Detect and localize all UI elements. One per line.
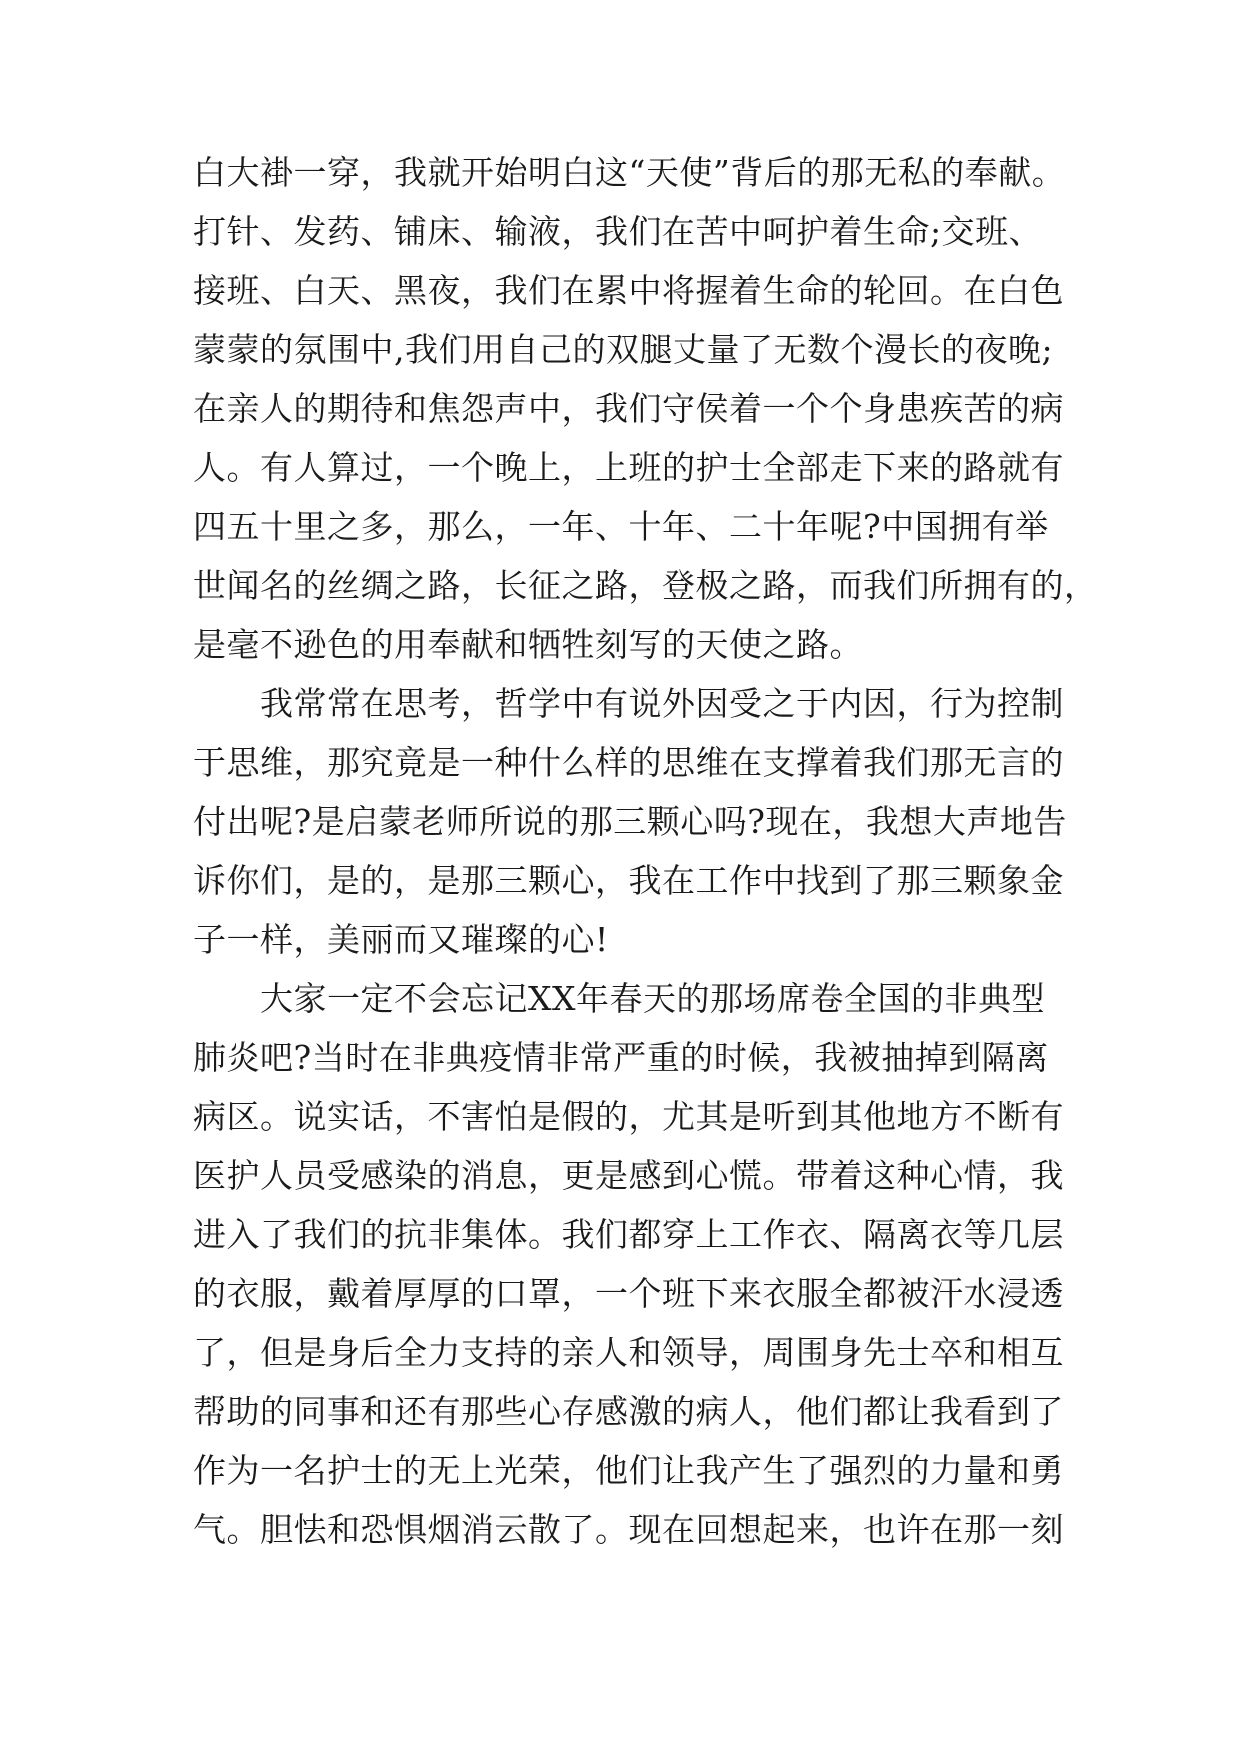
text-line: 打针、发药、铺床、输液，我们在苦中呵护着生命;交班、 <box>193 212 1043 251</box>
text-line: 进入了我们的抗非集体。我们都穿上工作衣、隔离衣等几层 <box>193 1215 1064 1254</box>
text-line: 诉你们，是的，是那三颗心，我在工作中找到了那三颗象金 <box>193 861 1064 900</box>
text-line: 的衣服，戴着厚厚的口罩，一个班下来衣服全都被汗水浸透 <box>193 1274 1064 1313</box>
text-line: 付出呢?是启蒙老师所说的那三颗心吗?现在，我想大声地告 <box>193 802 1067 841</box>
text-line: 作为一名护士的无上光荣，他们让我产生了强烈的力量和勇 <box>193 1451 1064 1490</box>
text-line: 人。有人算过，一个晚上，上班的护士全部走下来的路就有 <box>193 448 1064 487</box>
text-line: 肺炎吧?当时在非典疫情非常严重的时候，我被抽掉到隔离 <box>193 1038 1049 1077</box>
text-line: 帮助的同事和还有那些心存感激的病人，他们都让我看到了 <box>193 1392 1064 1431</box>
text-line: 大家一定不会忘记XX年春天的那场席卷全国的非典型 <box>193 979 1045 1018</box>
text-line: 白大褂一穿，我就开始明白这“天使”背后的那无私的奉献。 <box>193 153 1066 192</box>
text-line: 在亲人的期待和焦怨声中，我们守侯着一个个身患疾苦的病 <box>193 389 1064 428</box>
text-line: 子一样，美丽而又璀璨的心! <box>193 920 609 959</box>
text-line: 是毫不逊色的用奉献和牺牲刻写的天使之路。 <box>193 625 863 664</box>
text-line: 医护人员受感染的消息，更是感到心慌。带着这种心情，我 <box>193 1156 1064 1195</box>
text-line: 四五十里之多，那么，一年、十年、二十年呢?中国拥有举 <box>193 507 1049 546</box>
body-text <box>193 143 1098 1559</box>
text-line: 世闻名的丝绸之路，长征之路，登极之路，而我们所拥有的， <box>193 566 1098 605</box>
text-line: 我常常在思考，哲学中有说外因受之于内因，行为控制 <box>193 684 1064 723</box>
text-line: 病区。说实话，不害怕是假的，尤其是听到其他地方不断有 <box>193 1097 1064 1136</box>
text-line: 蒙蒙的氛围中,我们用自己的双腿丈量了无数个漫长的夜晚; <box>193 330 1054 369</box>
text-line: 于思维，那究竟是一种什么样的思维在支撑着我们那无言的 <box>193 743 1064 782</box>
text-line: 了，但是身后全力支持的亲人和领导，周围身先士卒和相互 <box>193 1333 1064 1372</box>
text-line: 接班、白天、黑夜，我们在累中将握着生命的轮回。在白色 <box>193 271 1064 310</box>
text-line: 气。胆怯和恐惧烟消云散了。现在回想起来，也许在那一刻 <box>193 1510 1064 1549</box>
